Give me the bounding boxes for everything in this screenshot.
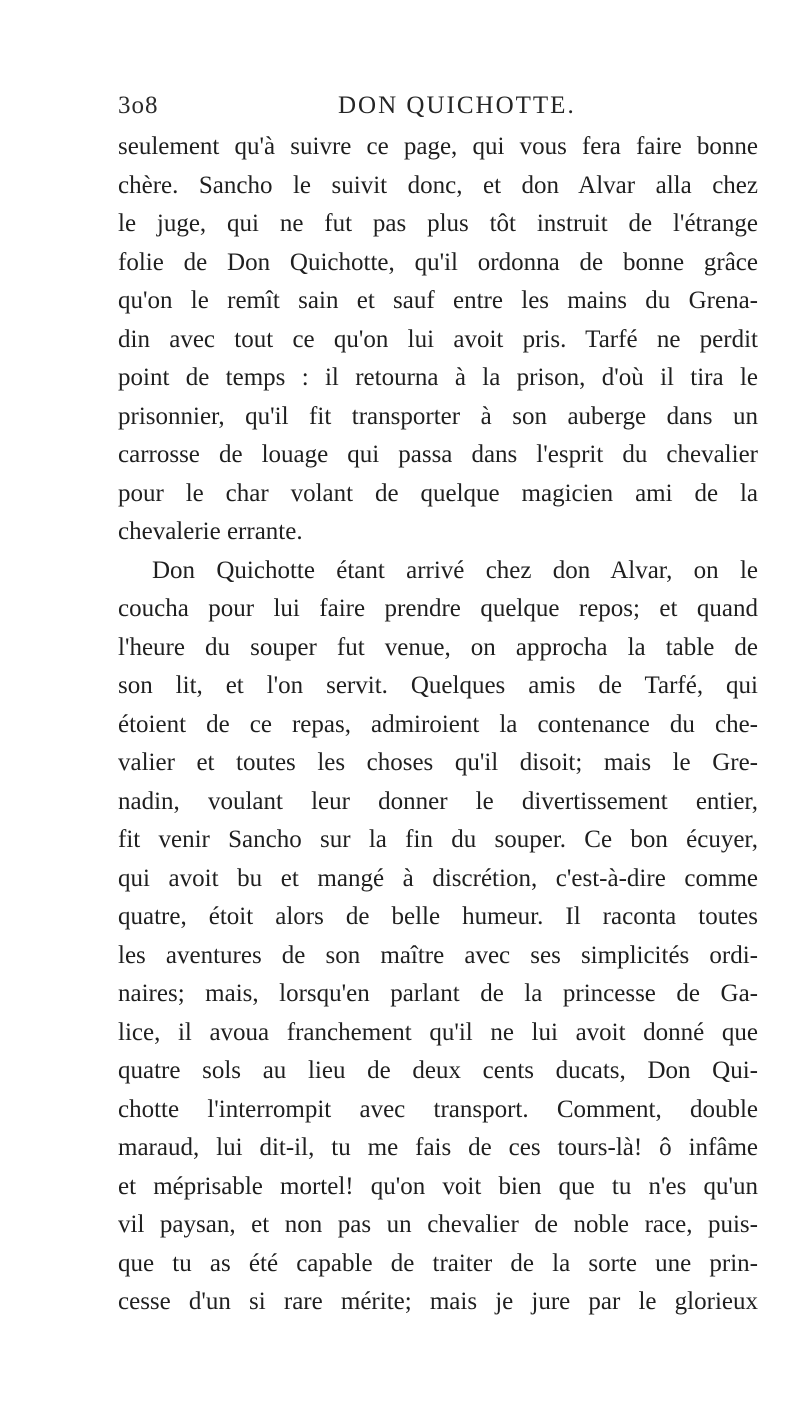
paragraph-end-line: chevalerie errante. [118,518,303,545]
body-text [118,128,758,1322]
text-line: folie de Don Quichotte, qu'il ordonna de bonne grâce [118,248,758,276]
text-line: valier et toutes les choses qu'il disoit; mais le Gre- [118,749,758,776]
text-line: vil paysan, et non pas un chevalier de noble race, puis- [118,1211,758,1238]
text-line: et méprisable mortel! qu'on voit bien que tu n'es qu'un [118,1172,758,1200]
text-line: fit venir Sancho sur la fin du souper. Ce bon écuyer, [118,826,758,853]
text-line: prisonnier, qu'il fit transporter à son auberge dans un [118,402,758,430]
page-number: 3o8 [118,92,159,119]
text-line: maraud, lui dit-il, tu me fais de ces tours-là! ô infâme [118,1134,758,1161]
text-line: chère. Sancho le suivit donc, et don Alvar alla chez [118,171,758,199]
text-line: din avec tout ce qu'on lui avoit pris. Tarfé ne perdit [118,325,758,353]
text-line: cesse d'un si rare mérite; mais je jure par le glorieux [118,1288,758,1315]
text-line: point de temps : il retourna à la prison, d'où il tira le [118,364,758,391]
text-line: étoient de ce repas, admiroient la contenance du che- [118,710,758,738]
text-line: qui avoit bu et mangé à discrétion, c'est-à-dire comme [118,864,758,892]
text-line: son lit, et l'on servit. Quelques amis de Tarfé, qui [118,672,758,699]
text-line: les aventures de son maître avec ses simplicités ordi- [118,941,758,969]
running-head [118,92,758,126]
text-line: seulement qu'à suivre ce page, qui vous fera faire bonne [118,133,758,160]
text-line: le juge, qui ne fut pas plus tôt instruit de l'étrange [118,210,758,237]
text-line: pour le char volant de quelque magicien ami de la [118,479,758,507]
text-line: l'heure du souper fut venue, on approcha la table de [118,633,758,661]
text-line: chotte l'interrompit avec transport. Comment, double [118,1095,758,1123]
text-line: lice, il avoua franchement qu'il ne lui avoit donné que [118,1018,758,1046]
text-line: qu'on le remît sain et sauf entre les mains du Grena- [118,287,758,314]
running-title: DON QUICHOTTE. [338,92,576,119]
paragraph-start-line: Don Quichotte étant arrivé chez don Alvar, on le [152,556,758,584]
text-line: quatre, étoit alors de belle humeur. Il raconta toutes [118,903,758,930]
text-line: carrosse de louage qui passa dans l'esprit du chevalier [118,441,758,468]
text-line: nadin, voulant leur donner le divertissement entier, [118,787,758,815]
text-line: coucha pour lui faire prendre quelque repos; et quand [118,595,758,622]
text-line: quatre sols au lieu de deux cents ducats, Don Qui- [118,1057,758,1084]
text-line: naires; mais, lorsqu'en parlant de la princesse de Ga- [118,980,758,1007]
text-line: que tu as été capable de traiter de la sorte une prin- [118,1249,758,1277]
